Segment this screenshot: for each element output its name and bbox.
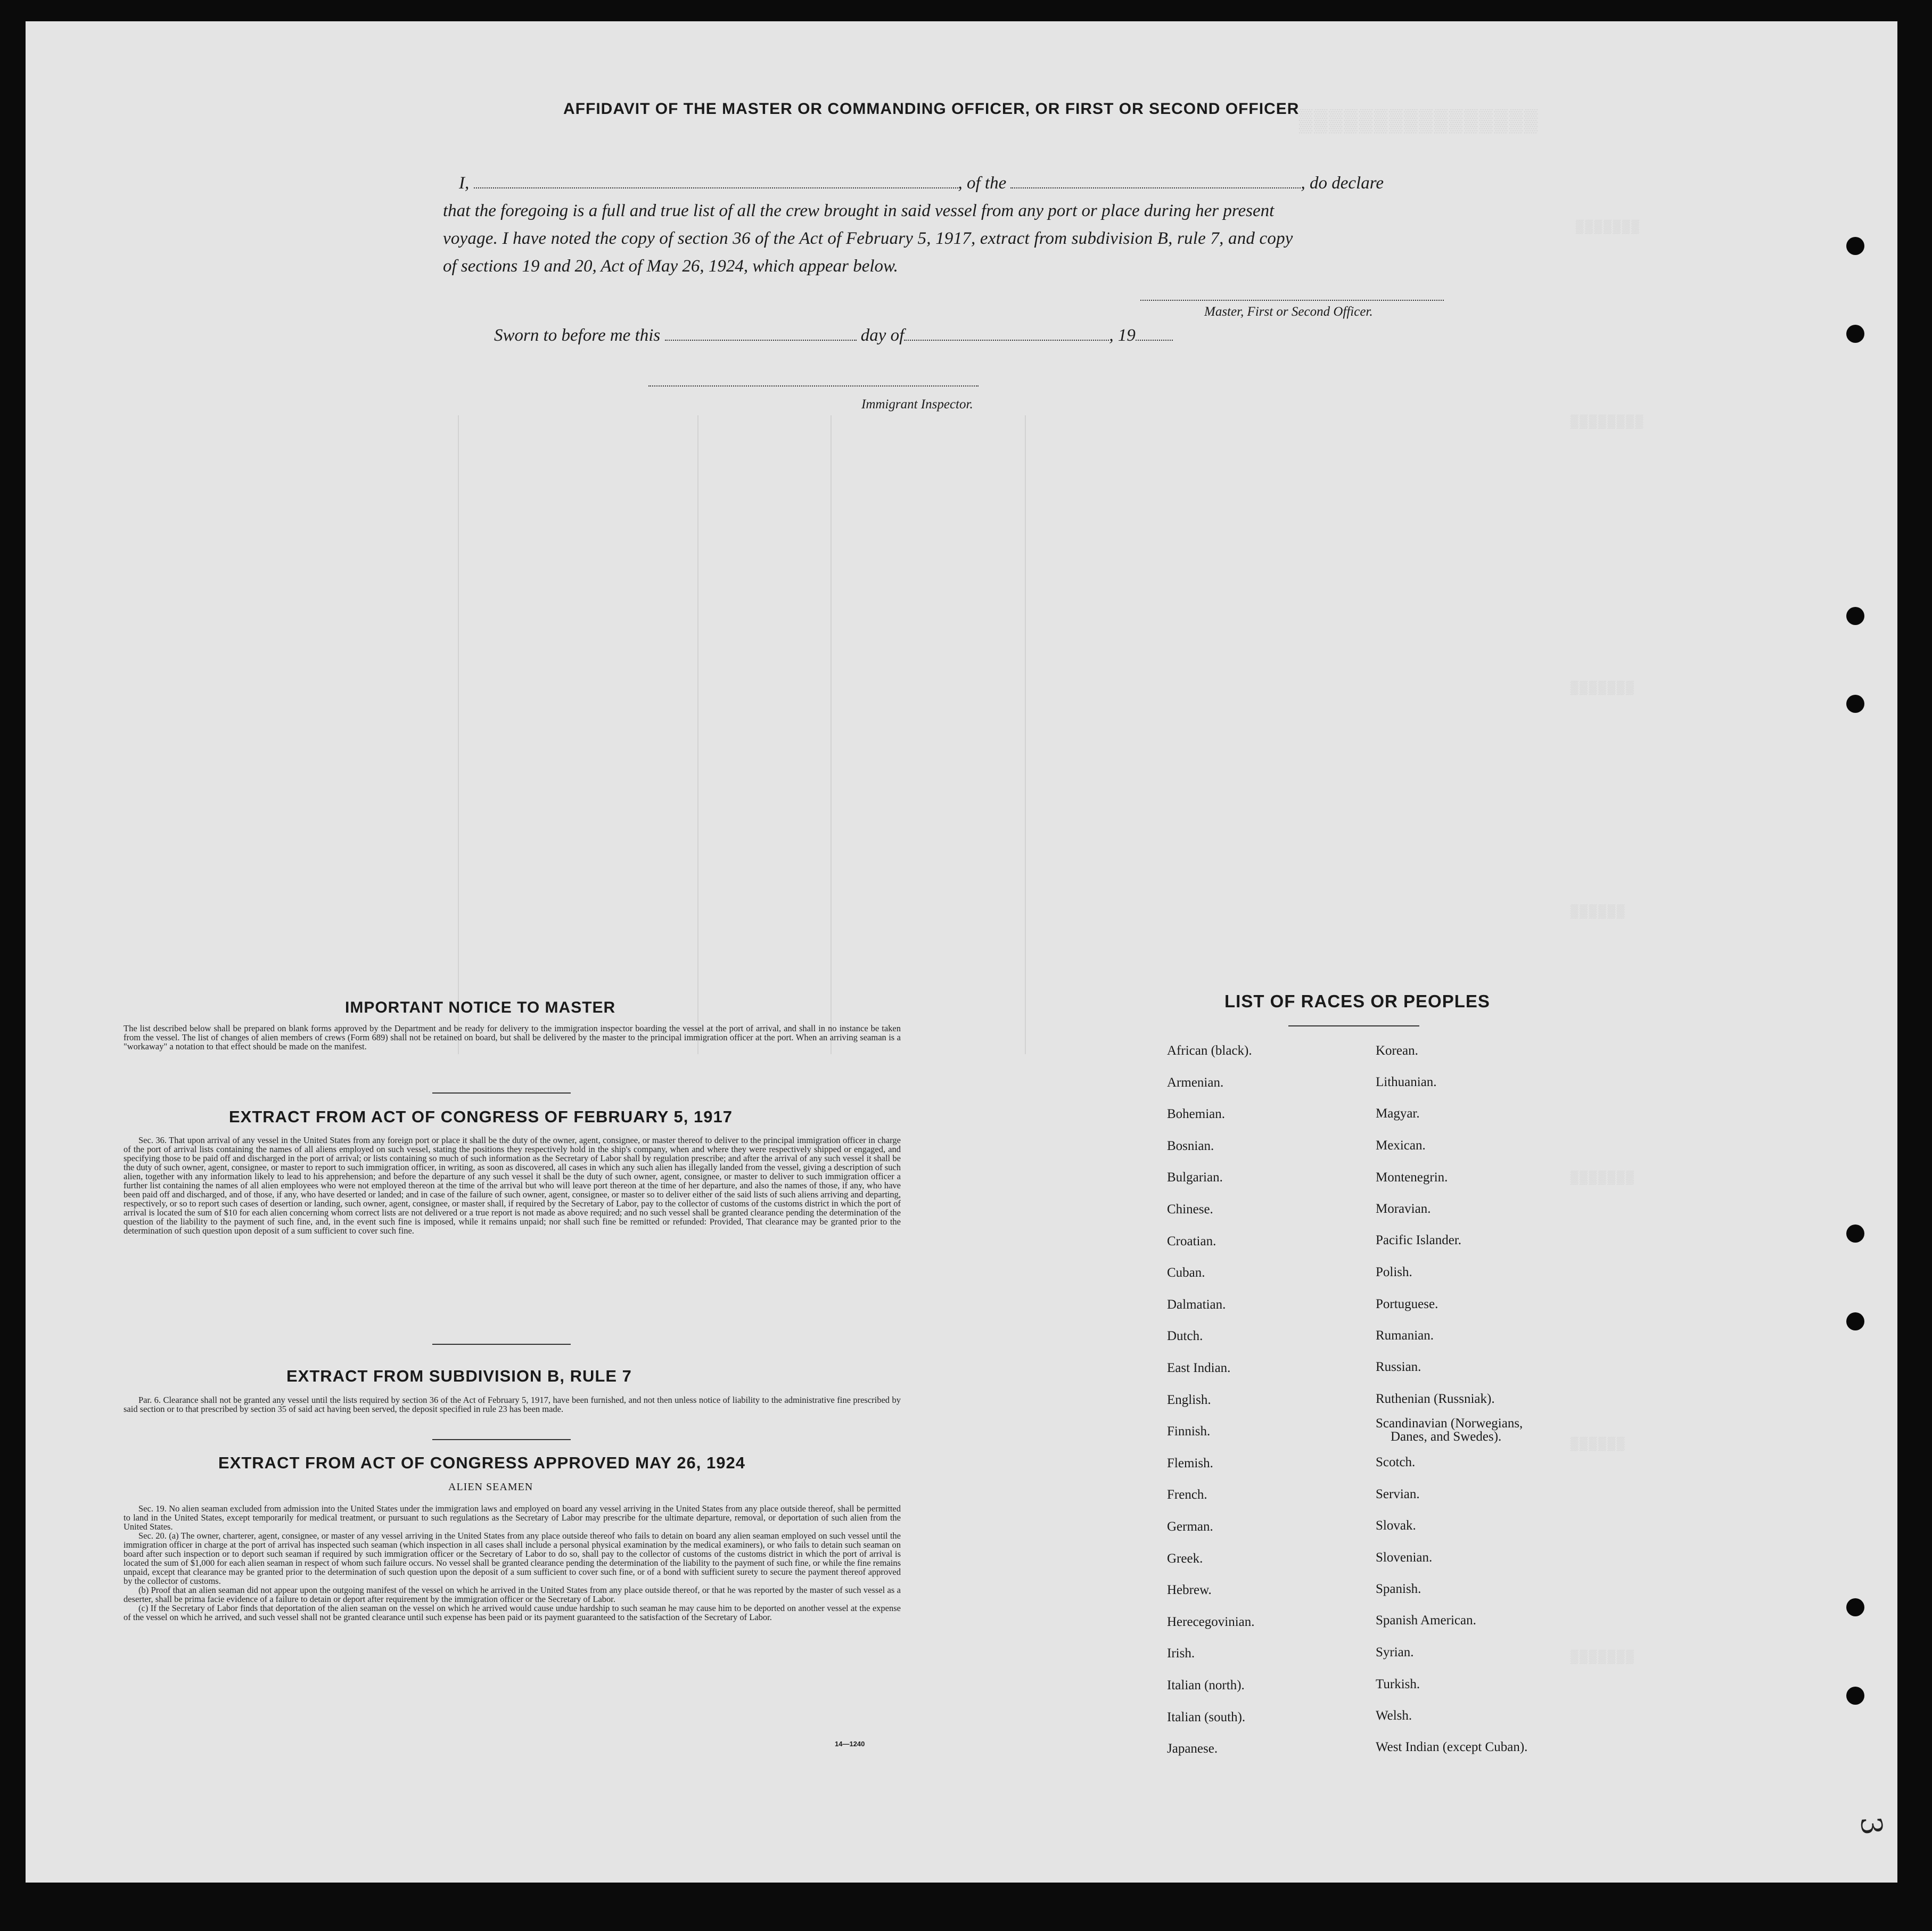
bleed-through-text: ▒▒▒▒▒▒▒▒ (1571, 415, 1645, 430)
divider (432, 1092, 571, 1094)
race-item: Welsh. (1376, 1708, 1412, 1723)
declaration-line-2: that the foregoing is a full and true list of all the crew brought in said vessel from any port or place during her present (443, 201, 1275, 220)
master-signature-line[interactable] (1140, 300, 1444, 301)
race-item: Lithuanian. (1376, 1075, 1437, 1089)
declaration-line-1 (443, 169, 1486, 197)
section-20a: Sec. 20. (a) The owner, charterer, agent, consignee, or master of any vessel arriving in the United States from any place outside thereof who fails to detain on board any alien seaman employed on such vessel until the immigration officer in charge at the port of arrival has inspected such seaman (which inspection in all cases shall include a personal physical examination by the medical examiners), or who fails to detain such seaman on board after such inspection or to deport such seaman if required by such immigration officer or the Secretary of Labor to do so, shall pay to the collector of customs of the customs district in which the port of arrival is located the sum of $1,000 for each alien seaman in respect of whom such failure occurs. No vessel shall be granted clearance pending the determination of the liability to the payment of such fine, or while the fine remains unpaid, except that clearance may be granted prior to the determination of such question upon the deposit of a sum sufficient to cover such fine, or of a bond with sufficient surety to secure the payment thereof approved by the collector of customs. (124, 1531, 901, 1586)
page-number-mark: 3 (1854, 1815, 1889, 1837)
race-item: Dutch. (1167, 1329, 1203, 1344)
extract-rule7-body: Par. 6. Clearance shall not be granted any vessel until the lists required by section 36 of the Act of February 5, 1917, have been furnished, and not then unless notice of liability to the administrative fine prescribed by said section or to that prescribed by section 35 of said act having been served, the deposit specified in rule 23 has been made. (124, 1395, 901, 1414)
bleed-through-rule (458, 415, 459, 1054)
extract-rule7-title: EXTRACT FROM SUBDIVISION B, RULE 7 (286, 1367, 632, 1385)
race-item: Spanish American. (1376, 1613, 1476, 1628)
sworn-month-field[interactable] (904, 340, 1109, 341)
sworn-day-field[interactable] (665, 340, 857, 341)
race-item: Slovenian. (1376, 1550, 1433, 1565)
notice-body: The list described below shall be prepared on blank forms approved by the Department and be ready for delivery to the immigration inspector boarding the vessel at the port of arrival, and shall in no instance be taken from the vessel. The list of changes of alien members of crews (Form 689) shall not be retained on board, but shall be delivered by the master to the principal immigration officer at the port. When an arriving seaman is a "workaway" a notation to that effect should be made on the manifest. (124, 1023, 901, 1051)
race-item: Armenian. (1167, 1075, 1224, 1090)
race-item: Finnish. (1167, 1424, 1211, 1439)
race-item: West Indian (except Cuban). (1376, 1740, 1528, 1754)
sworn-label: Sworn to before me this (494, 326, 661, 345)
day-of-label: day of (860, 326, 905, 345)
race-item: Magyar. (1376, 1106, 1420, 1121)
race-item: Dalmatian. (1167, 1297, 1226, 1312)
race-item: Bulgarian. (1167, 1170, 1223, 1185)
section-19: Sec. 19. No alien seaman excluded from admission into the United States under the immigration laws and employed on board any vessel arriving in the United States from any place outside thereof, shall be permitted to land in the United States, except temporarily for medical treatment, or pursuant to such regulations as the Secretary of Labor may prescribe for the ultimate departure, removal, or deportation of such alien from the United States. (124, 1503, 901, 1532)
label-i: I, (459, 174, 470, 193)
bleed-through-text: ▒▒▒▒▒▒ (1571, 1437, 1626, 1452)
races-title: LIST OF RACES OR PEOPLES (1224, 991, 1490, 1011)
section-20b: (b) Proof that an alien seaman did not appear upon the outgoing manifest of the vessel on which he arrived in the United States from any place outside thereof, or that he was reported by the master of such vessel as a deserter, shall be prima facie evidence of a failure to detain or deport after requirement by the immigration officer or the Secretary of Labor. (124, 1585, 901, 1604)
race-item: Turkish. (1376, 1677, 1420, 1691)
race-item: French. (1167, 1488, 1207, 1502)
extract-1917-body: Sec. 36. That upon arrival of any vessel in the United States from any foreign port or place it shall be the duty of the owner, agent, consignee, or master thereof to deliver to the principal immigration officer in charge of the port of arrival lists containing the names of all aliens employed on such vessel, stating the positions they respectively hold in the ship's company, when and where they were respectively shipped or engaged, and specifying those to be paid off and discharged in the port of arrival; or lists containing so much of such information as the Secretary of Labor shall by regulation prescribe; and after the arrival of any such vessel it shall be the duty of such owner, agent, consignee, or master to report to such immigration officer, in writing, as soon as discovered, all cases in which any such alien has illegally landed from the vessel, giving a description of such alien, together with any information likely to lead to his apprehension; and before the departure of any such vessel it shall be the duty of such owner, agent, consignee, or master to deliver to such immigration officer a further list containing the names of all alien employees who were not employed thereon at the time of the arrival but who will leave port thereon at the time of her departure, and also the names of those, if any, who have been paid off and discharged, and of those, if any, who have deserted or landed; and in case of the failure of such owner, agent, consignee, or master so to deliver either of the said lists of such aliens arriving and departing, respectively, or so to report such cases of desertion or landing, such owner, agent, consignee, or master shall, if required by the Secretary of Labor, pay to the collector of customs of the customs district in which the port of arrival is located the sum of $10 for each alien concerning whom correct lists are not delivered or a true report is not made as above required; and no such vessel shall be granted clearance pending the determination of the question of the liability to the payment of such fine, and, in the event such fine is imposed, while it remains unpaid; nor shall such fine be remitted or refunded: Provided, That clearance may be granted prior to the determination of such question upon deposit of a sum sufficient to cover such fine. (124, 1135, 901, 1236)
race-item: Cuban. (1167, 1266, 1205, 1280)
bleed-through-text: ▒▒▒▒▒▒ (1571, 905, 1626, 919)
race-item: Mexican. (1376, 1138, 1426, 1153)
bleed-through-text: ▒▒▒▒▒▒▒ (1571, 1650, 1635, 1665)
race-item: Italian (north). (1167, 1678, 1245, 1692)
form-number: 14—1240 (835, 1740, 865, 1748)
extract-1924-body (124, 1504, 901, 1622)
vessel-name-field[interactable] (1010, 187, 1301, 188)
bleed-through-rule (1025, 415, 1026, 1054)
race-item: Bosnian. (1167, 1138, 1214, 1153)
master-name-field[interactable] (474, 187, 958, 188)
binder-hole (1846, 1225, 1864, 1243)
sworn-line (494, 322, 1173, 349)
year-label: , 19 (1109, 326, 1136, 345)
race-item: Italian (south). (1167, 1710, 1246, 1724)
section-20c: (c) If the Secretary of Labor finds that deportation of the alien seaman on the vessel on which he arrived would cause undue hardship to such seaman he may cause him to be deported on another vessel at the expense of the vessel on which he arrived, and such vessel shall not be granted clearance until such expense has been paid or its payment guaranteed to the satisfaction of the Secretary of Labor. (124, 1603, 901, 1622)
race-item: Herecegovinian. (1167, 1614, 1255, 1629)
race-item: Greek. (1167, 1551, 1203, 1566)
race-item: German. (1167, 1519, 1213, 1534)
divider (432, 1439, 571, 1440)
binder-hole (1846, 1687, 1864, 1705)
master-caption: Master, First or Second Officer. (1204, 305, 1373, 319)
divider (1288, 1025, 1419, 1026)
bleed-through-text: ▒▒▒▒▒▒▒ (1571, 681, 1635, 696)
affidavit-declaration (443, 169, 1486, 280)
binder-hole (1846, 607, 1864, 625)
race-item: Polish. (1376, 1265, 1412, 1279)
extract-1924-title: EXTRACT FROM ACT OF CONGRESS APPROVED MAY 26, 1924 (218, 1453, 745, 1472)
race-item: Flemish. (1167, 1456, 1213, 1470)
race-item: English. (1167, 1392, 1211, 1407)
divider (432, 1344, 571, 1345)
race-item: Russian. (1376, 1360, 1421, 1374)
race-item: Syrian. (1376, 1645, 1414, 1659)
alien-seamen-subtitle: ALIEN SEAMEN (448, 1481, 533, 1493)
label-of-the: , of the (958, 174, 1007, 193)
binder-hole (1846, 237, 1864, 255)
race-item: Japanese. (1167, 1741, 1218, 1756)
bleed-through-text: ▒▒▒▒▒▒▒ (1576, 220, 1641, 235)
sworn-year-field[interactable] (1136, 340, 1173, 341)
race-item: Korean. (1376, 1043, 1418, 1058)
race-item: Bohemian. (1167, 1107, 1226, 1122)
race-item: East Indian. (1167, 1361, 1231, 1375)
label-do-declare: , do declare (1301, 174, 1384, 193)
race-item: Spanish. (1376, 1582, 1421, 1596)
race-item: Scotch. (1376, 1455, 1416, 1469)
race-item: Ruthenian (Russniak). (1376, 1392, 1495, 1406)
race-item: Slovak. (1376, 1518, 1416, 1533)
inspector-signature-line[interactable] (648, 385, 979, 387)
binder-hole (1846, 695, 1864, 713)
race-item: Croatian. (1167, 1234, 1216, 1248)
extract-1917-title: EXTRACT FROM ACT OF CONGRESS OF FEBRUARY 5, 1917 (229, 1107, 733, 1126)
declaration-line-4: of sections 19 and 20, Act of May 26, 1924, which appear below. (443, 257, 898, 276)
race-item: Servian. (1376, 1487, 1420, 1501)
race-item: Rumanian. (1376, 1328, 1434, 1343)
bleed-through-rule (831, 415, 832, 1054)
binder-hole (1846, 1312, 1864, 1330)
race-item: Irish. (1167, 1646, 1195, 1661)
inspector-caption: Immigrant Inspector. (861, 397, 973, 412)
notice-title: IMPORTANT NOTICE TO MASTER (345, 999, 616, 1016)
binder-hole (1846, 325, 1864, 343)
race-item: Montenegrin. (1376, 1170, 1448, 1185)
race-item: Pacific Islander. (1376, 1233, 1462, 1247)
race-item: Portuguese. (1376, 1297, 1438, 1311)
binder-hole (1846, 1598, 1864, 1616)
bleed-through-rule (697, 415, 698, 1054)
affidavit-title: AFFIDAVIT OF THE MASTER OR COMMANDING OFFICER, OR FIRST OR SECOND OFFICER (563, 100, 1300, 118)
declaration-line-3: voyage. I have noted the copy of section 36 of the Act of February 5, 1917, extract from subdivision B, rule 7, and copy (443, 229, 1293, 248)
race-item: Hebrew. (1167, 1583, 1212, 1598)
bleed-through-text: ▒▒▒▒▒▒▒ (1571, 1171, 1635, 1186)
race-item: Scandinavian (Norwegians, (1376, 1416, 1523, 1431)
race-item: Chinese. (1167, 1202, 1213, 1217)
race-item: African (black). (1167, 1043, 1252, 1058)
race-item: Moravian. (1376, 1202, 1431, 1216)
race-item: Danes, and Swedes). (1391, 1429, 1502, 1444)
bleed-through-text: ▒▒▒▒▒▒▒▒▒▒▒▒▒▒▒▒ (1299, 109, 1540, 135)
